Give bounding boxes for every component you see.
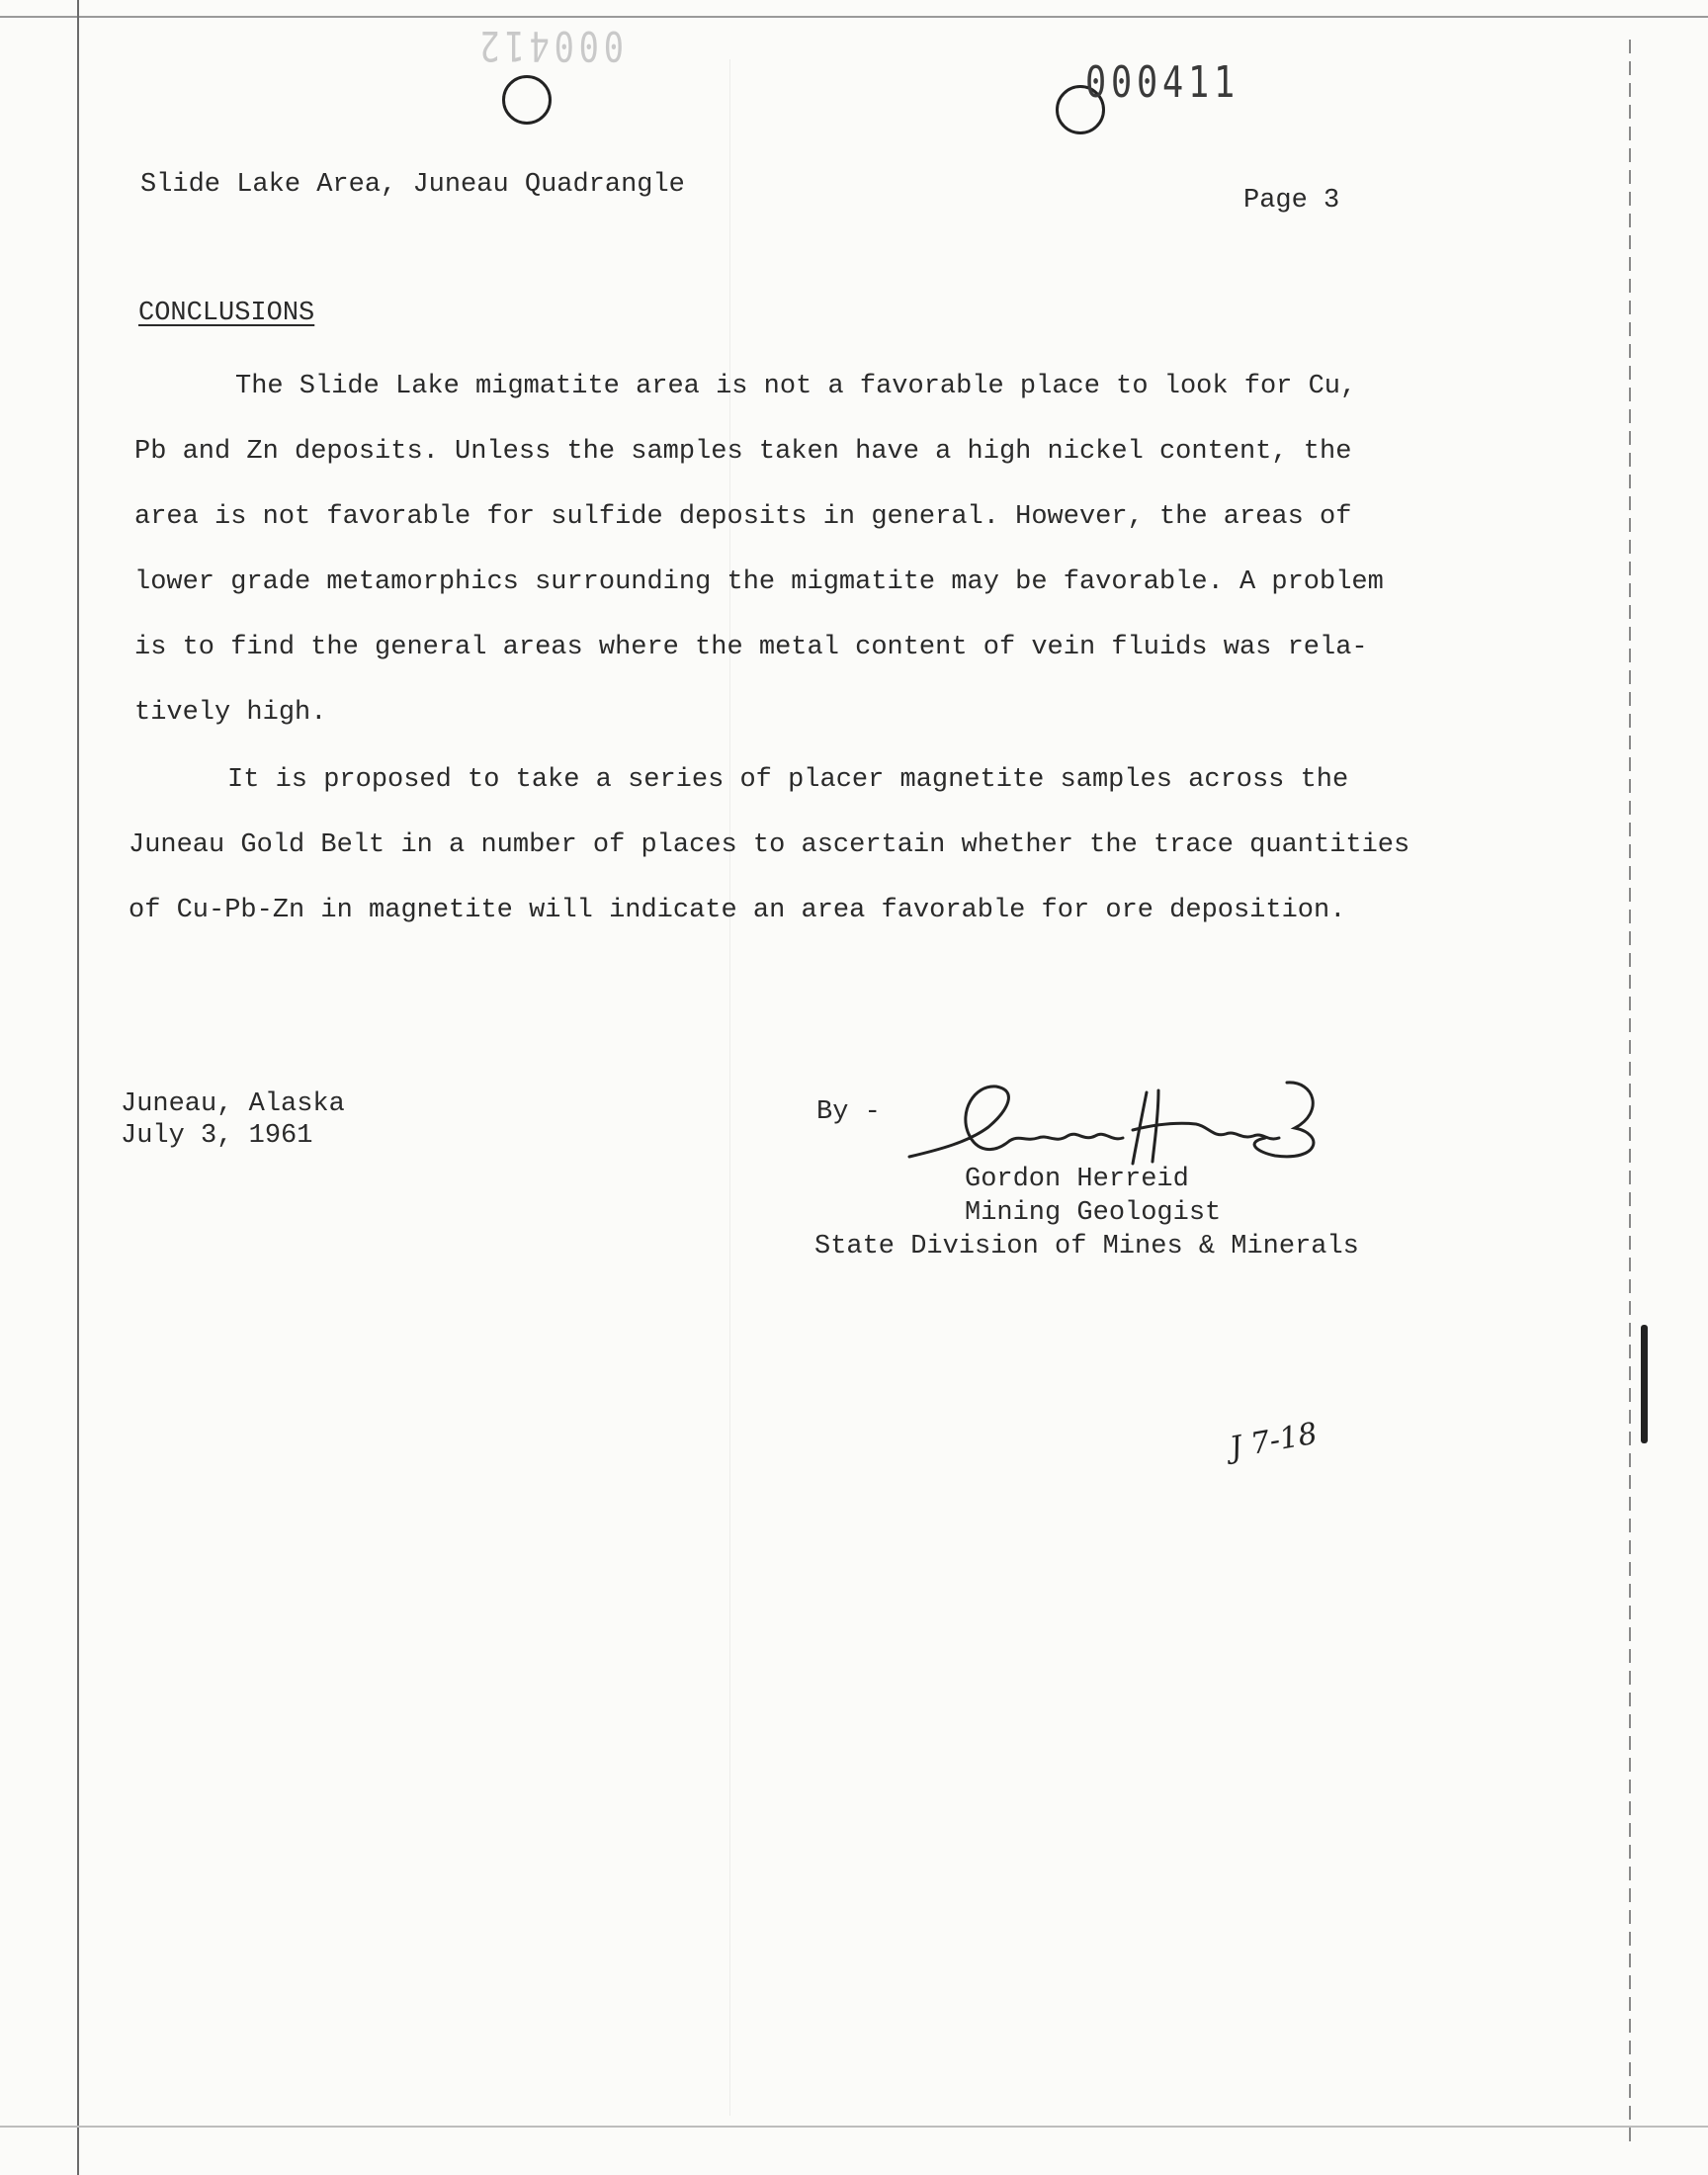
place: Juneau, Alaska [121, 1089, 345, 1119]
paragraph-line: The Slide Lake migmatite area is not a favorable place to look for Cu, [235, 372, 1357, 401]
bleed-through-document-number: 000412 [474, 22, 624, 70]
signer-title: Mining Geologist [965, 1198, 1222, 1228]
page-fold-line [729, 59, 730, 2116]
document-number: 000411 [1085, 57, 1239, 108]
paragraph-line: Juneau Gold Belt in a number of places to ascertain whether the trace quantities [128, 830, 1410, 860]
paragraph-line: Pb and Zn deposits. Unless the samples taken have a high nickel content, the [134, 437, 1352, 467]
binding-mark [1641, 1325, 1648, 1443]
paragraph-line: area is not favorable for sulfide deposits in general. However, the areas of [134, 502, 1352, 532]
page-right-edge [1629, 40, 1631, 2145]
date: July 3, 1961 [121, 1121, 313, 1151]
page-bottom-edge [0, 2126, 1708, 2128]
header-title: Slide Lake Area, Juneau Quadrangle [140, 170, 685, 200]
paragraph-1 [134, 374, 1459, 765]
page-top-edge [0, 16, 1708, 18]
handwritten-initials: J 7-18 [1227, 1416, 1321, 1466]
page-left-edge [77, 0, 79, 2175]
punch-hole-left [502, 75, 552, 125]
paragraph-2 [128, 767, 1453, 963]
paragraph-line: is to find the general areas where the metal content of vein fluids was rela- [134, 633, 1368, 662]
paragraph-line: tively high. [134, 698, 327, 728]
paragraph-line: It is proposed to take a series of placer magnetite samples across the [227, 765, 1349, 795]
section-heading: CONCLUSIONS [138, 299, 315, 328]
signer-organization: State Division of Mines & Minerals [814, 1232, 1359, 1262]
paragraph-line: of Cu-Pb-Zn in magnetite will indicate an area favorable for ore deposition. [128, 896, 1346, 925]
signer-name: Gordon Herreid [965, 1165, 1189, 1194]
page-number: Page 3 [1243, 186, 1340, 216]
by-label: By - [816, 1097, 881, 1127]
paragraph-line: lower grade metamorphics surrounding the migmatite may be favorable. A problem [134, 567, 1384, 597]
